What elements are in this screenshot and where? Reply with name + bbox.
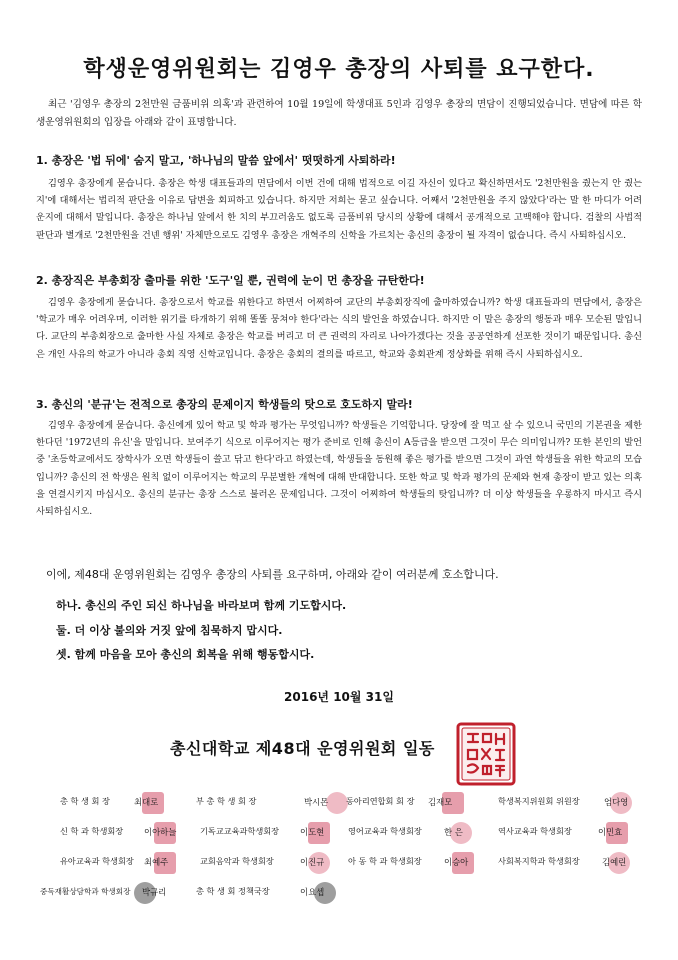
signatory-role: 교회음악과 학생회장 bbox=[200, 856, 274, 866]
signatory-name: 이도현 bbox=[300, 827, 325, 837]
signatory-role: 기독교교육과학생회장 bbox=[200, 826, 280, 836]
signatory-role: 총 학 생 회 장 bbox=[60, 796, 110, 806]
signatory-name: 김재모 bbox=[428, 797, 453, 807]
signatory-row-3 bbox=[0, 852, 678, 876]
signatory-name: 이승아 bbox=[444, 857, 469, 867]
pledge-3: 셋. 함께 마음을 모아 총신의 회복을 위해 행동합시다. bbox=[56, 648, 315, 661]
signatory-role: 부 총 학 생 회 장 bbox=[196, 796, 257, 806]
signatory-role: 영어교육과 학생회장 bbox=[348, 826, 422, 836]
signatory-name: 최대로 bbox=[134, 797, 159, 807]
signatory-role: 중독재활상담학과 학생회장 bbox=[40, 887, 131, 896]
signatory-role: 역사교육과 학생회장 bbox=[498, 826, 572, 836]
section-1-body: 김영우 총장에게 묻습니다. 총장은 학생 대표들과의 면담에서 이번 건에 대해 법적으로 이길 자신이 있다고 확신하면서도 '2천만원을 줬는지 안 줬는지'에 대해서는 법리적 판단을 이유로 답변을 회피하고 있습니다. 하지만 저희는 묻고 싶습니다. 어째서 '2천만원을 주지 않았다'라는 말 한 마디가 어려운지에 대해서 말입니다. 총장은 하나님 앞에서 한 치의 부끄러움도 없도록 금품비위 당시의 상황에 대해서 공개적으로 고백해야 합니다. 검찰의 사법적 판단과 별개로 '2천만원을 건넨 행위' 자체만으로도 김영우 총장은 개혁주의 신학을 가르치는 총신의 총장이 될 자격이 없습니다. 즉시 사퇴하십시오. bbox=[36, 178, 642, 241]
signatory-name: 박규리 bbox=[142, 887, 167, 897]
signatory-role: 동아리연합회 회 장 bbox=[346, 796, 415, 806]
signatory-name: 최예주 bbox=[144, 857, 169, 867]
document-date: 2016년 10월 31일 bbox=[284, 690, 394, 704]
signatory-name: 엄다영 bbox=[604, 797, 629, 807]
appeal-statement: 이에, 제48대 운영위원회는 김영우 총장의 사퇴를 요구하며, 아래와 같이 여러분께 호소합니다. bbox=[46, 568, 499, 581]
signatory-row-2 bbox=[0, 822, 678, 846]
signatory-row-4 bbox=[0, 882, 678, 906]
section-1-heading: 1. 총장은 '법 뒤에' 숨지 말고, '하나님의 말씀 앞에서' 떳떳하게 사퇴하라! bbox=[36, 154, 396, 167]
signatory-role: 사회복지학과 학생회장 bbox=[498, 856, 580, 866]
signatory-name: 이요셉 bbox=[300, 887, 325, 897]
signatory-name: 김예린 bbox=[602, 857, 627, 867]
intro-paragraph: 최근 '김영우 총장의 2천만원 금품비위 의혹'과 관련하여 10월 19일에 학생대표 5인과 김영우 총장의 면담이 진행되었습니다. 면담에 따른 학생운영위원회의 입장을 아래와 같이 표명합니다. bbox=[36, 99, 642, 129]
section-2-body: 김영우 총장에게 묻습니다. 총장으로서 학교를 위한다고 하면서 어찌하여 교단의 부총회장직에 출마하였습니까? 학생 대표들과의 면담에서, 총장은 '학교가 매우 어려우며, 이러한 위기를 타개하기 위해 똘똘 뭉쳐야 한다'라는 식의 발언을 하였습니다. 하지만 이 말은 총장의 행동과 매우 모순된 말입니다. 교단의 부총회장으로 출마한 사실 자체로 총장은 학교를 버리고 더 큰 권력의 자리로 나아가겠다는 것을 공공연하게 선포한 것이기 때문입니다. 총신은 개인 사유의 학교가 아니라 총회 직영 신학교입니다. 총장은 총회의 결의를 따르고, 학교와 총회관계 정상화를 위해 즉시 사퇴하십시오. bbox=[36, 297, 642, 360]
official-seal-icon bbox=[456, 722, 516, 786]
signatory-name: 이민효 bbox=[598, 827, 623, 837]
signatory-row-1 bbox=[0, 792, 678, 816]
section-3-body: 김영우 총장에게 묻습니다. 총신에게 있어 학교 및 학과 평가는 무엇입니까? 학생들은 기억합니다. 당장에 잘 먹고 살 수 있으니 국민의 기본권을 제한한다던 '1972년의 유신'을 말입니다. 보여주기 식으로 이루어지는 평가 준비로 인해 총신이 A등급을 받으면 그것이 무슨 의미입니까? 또한 본인의 발언 중 '초등학교에서도 장학사가 오면 학생들이 쓸고 닦고 한다'라고 하였는데, 학생들을 동원해 좋은 평가를 받으면 그것이 과연 학생들을 위한 학교의 모습입니까? 총신의 전 학생은 원칙 없이 이루어지는 학교의 무분별한 개혁에 대해 반대합니다. 또한 학교 및 학과 평가의 문제와 현재 총장이 받고 있는 의혹을 연결시키지 마십시오. 총신의 분규는 총장 스스로 불러온 문제입니다. 그것이 어찌하여 학생들의 탓입니까? 더 이상 학생들을 우롱하지 마시고 즉시 사퇴하십시오. bbox=[36, 420, 642, 518]
signatory-name: 이진규 bbox=[300, 857, 325, 867]
section-3-heading: 3. 총신의 '분규'는 전적으로 총장의 문제이지 학생들의 탓으로 호도하지 말라! bbox=[36, 398, 413, 411]
signatory-role: 총 학 생 회 정책국장 bbox=[196, 886, 270, 896]
signatory-role: 신 학 과 학생회장 bbox=[60, 826, 124, 836]
section-2-heading: 2. 총장직은 부총회장 출마를 위한 '도구'일 뿐, 권력에 눈이 먼 총장을 규탄한다! bbox=[36, 274, 425, 287]
document-title: 학생운영위원회는 김영우 총장의 사퇴를 요구한다. bbox=[83, 57, 595, 82]
signatory-role: 학생복지위원회 위원장 bbox=[498, 796, 580, 806]
pledge-2: 둘. 더 이상 불의와 거짓 앞에 침묵하지 맙시다. bbox=[56, 624, 283, 637]
pledge-1: 하나. 총신의 주인 되신 하나님을 바라보며 함께 기도합시다. bbox=[56, 599, 347, 612]
signatory-name: 한 은 bbox=[444, 827, 463, 837]
signatory-role: 유아교육과 학생회장 bbox=[60, 856, 134, 866]
signatory-name: 이아하늘 bbox=[144, 827, 177, 837]
signatory-name: 박시몬 bbox=[304, 797, 329, 807]
stamp-icon bbox=[326, 792, 348, 814]
organization-name: 총신대학교 제48대 운영위원회 일동 bbox=[170, 739, 435, 758]
signatory-role: 아 동 학 과 학생회장 bbox=[348, 856, 422, 866]
